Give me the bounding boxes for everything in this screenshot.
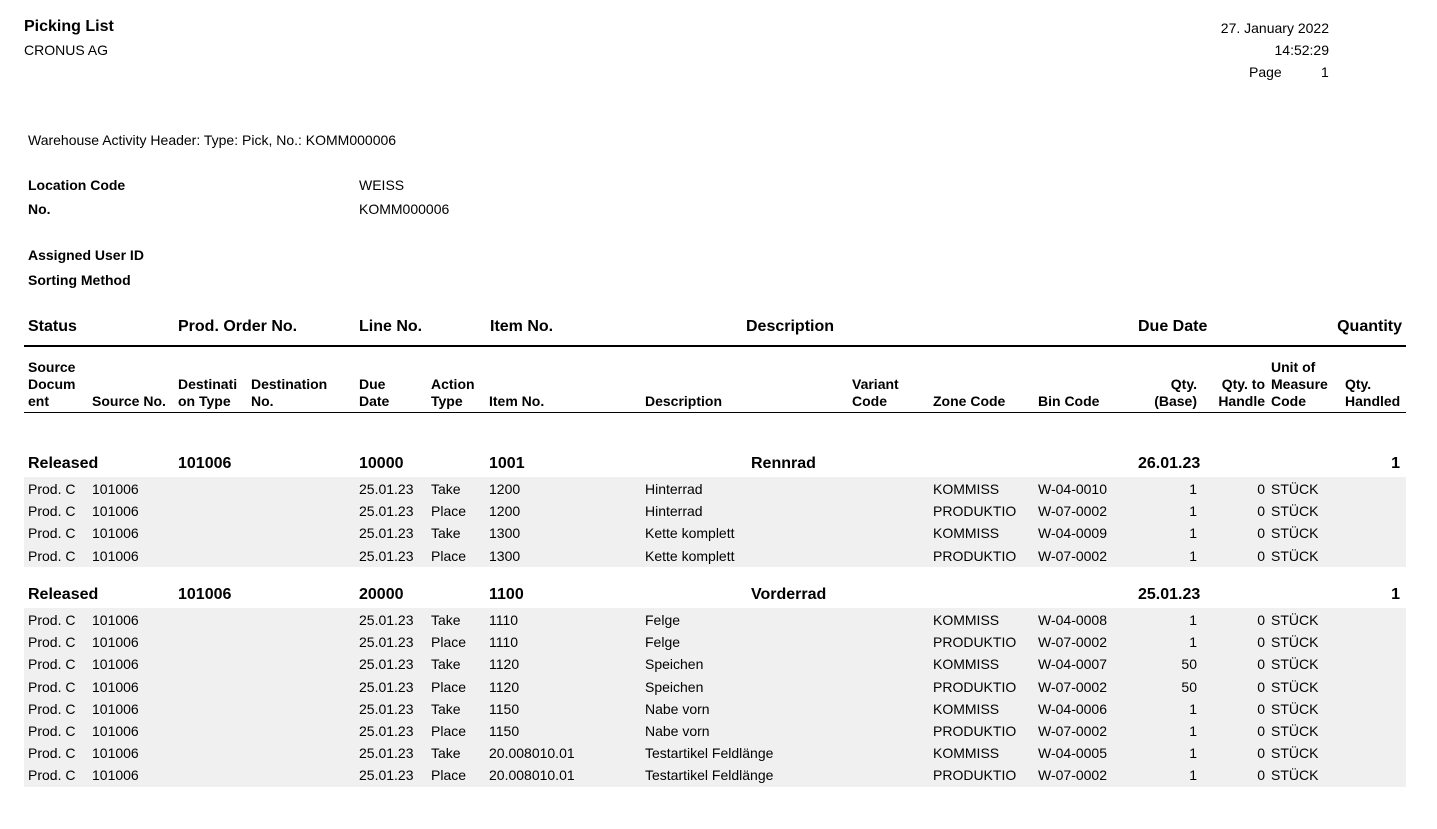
line-qty-base: 1 [1189, 548, 1197, 564]
group-due-date: 25.01.23 [1138, 586, 1201, 603]
field-label-assigned-user-id: Assigned User ID [28, 247, 144, 263]
line-due-date: 25.01.23 [359, 634, 414, 650]
line-source-document: Prod. C [28, 503, 76, 519]
group-due-date: 26.01.23 [1138, 455, 1201, 472]
line-source-no: 101006 [92, 503, 139, 519]
line-item-no: 1120 [489, 679, 520, 695]
line-description: Testartikel Feldlänge [645, 767, 774, 783]
line-qty-to-handle: 0 [1257, 503, 1265, 519]
line-qty-base: 1 [1189, 767, 1197, 783]
col-status: Status [28, 318, 77, 335]
line-source-no: 101006 [92, 745, 139, 761]
line-due-date: 25.01.23 [359, 548, 414, 564]
line-item-no: 1200 [489, 503, 521, 519]
line-action-type: Take [431, 656, 461, 672]
line-source-no: 101006 [92, 548, 139, 564]
line-source-no: 101006 [92, 723, 139, 739]
col-item-no: Item No. [490, 318, 554, 335]
group-description: Rennrad [751, 455, 816, 472]
line-qty-to-handle: 0 [1257, 656, 1265, 672]
line-item-no: 1300 [489, 548, 521, 564]
line-unit-of-measure: STÜCK [1271, 634, 1319, 650]
subcol-bin-code: Bin Code [1038, 393, 1100, 409]
line-bin-code: W-07-0002 [1038, 723, 1108, 739]
line-unit-of-measure: STÜCK [1271, 701, 1319, 717]
line-zone-code: PRODUKTIO [933, 767, 1017, 783]
line-source-document: Prod. C [28, 723, 76, 739]
subcol-item-no: Item No. [489, 393, 545, 409]
line-action-type: Place [431, 503, 467, 519]
subcol-qty-handled: Qty. Handled [1345, 376, 1401, 409]
line-qty-to-handle: 0 [1257, 481, 1265, 497]
line-item-no: 1200 [489, 481, 521, 497]
line-zone-code: PRODUKTIO [933, 723, 1017, 739]
line-source-document: Prod. C [28, 745, 76, 761]
line-item-no: 1120 [489, 656, 520, 672]
subheader-divider [24, 412, 1406, 413]
line-qty-to-handle: 0 [1257, 745, 1265, 761]
line-qty-base: 1 [1189, 612, 1197, 628]
report-title: Picking List [24, 18, 114, 35]
subcol-action-type: Action Type [431, 376, 475, 409]
col-quantity: Quantity [1337, 318, 1402, 335]
line-source-no: 101006 [92, 656, 139, 672]
line-action-type: Take [431, 745, 461, 761]
subcol-description: Description [645, 393, 723, 409]
line-description: Nabe vorn [645, 701, 710, 717]
line-item-no: 1110 [489, 612, 519, 628]
page-number: 1 [1321, 64, 1329, 80]
line-description: Felge [645, 634, 681, 650]
subcol-destination-no: Destination No. [251, 376, 328, 409]
line-description: Felge [645, 612, 681, 628]
group-line-no: 10000 [359, 455, 404, 472]
line-zone-code: KOMMISS [933, 525, 1000, 541]
line-unit-of-measure: STÜCK [1271, 525, 1319, 541]
line-qty-base: 1 [1189, 701, 1197, 717]
line-description: Hinterrad [645, 503, 703, 519]
line-item-no: 20.008010.01 [489, 745, 575, 761]
line-unit-of-measure: STÜCK [1271, 481, 1319, 497]
field-value-location-code: WEISS [359, 177, 405, 193]
group-quantity: 1 [1391, 455, 1400, 472]
line-source-no: 101006 [92, 634, 139, 650]
group-item-no: 1001 [489, 455, 525, 472]
line-qty-base: 1 [1189, 745, 1197, 761]
line-zone-code: KOMMISS [933, 612, 1000, 628]
line-source-document: Prod. C [28, 701, 76, 717]
line-qty-to-handle: 0 [1257, 548, 1265, 564]
line-action-type: Place [431, 723, 467, 739]
field-label-location-code: Location Code [28, 177, 126, 193]
line-source-document: Prod. C [28, 525, 76, 541]
line-qty-base: 1 [1189, 525, 1197, 541]
col-description: Description [746, 318, 835, 335]
line-qty-to-handle: 0 [1257, 634, 1265, 650]
line-zone-code: KOMMISS [933, 481, 1000, 497]
page-label: Page [1249, 64, 1282, 80]
line-source-document: Prod. C [28, 612, 76, 628]
line-unit-of-measure: STÜCK [1271, 723, 1319, 739]
line-bin-code: W-07-0002 [1038, 767, 1108, 783]
line-source-document: Prod. C [28, 548, 76, 564]
line-due-date: 25.01.23 [359, 701, 414, 717]
line-unit-of-measure: STÜCK [1271, 503, 1319, 519]
subcol-qty-base: Qty. (Base) [1154, 376, 1197, 409]
line-source-document: Prod. C [28, 656, 76, 672]
line-unit-of-measure: STÜCK [1271, 656, 1319, 672]
line-due-date: 25.01.23 [359, 481, 414, 497]
group-status: Released [28, 586, 99, 603]
line-qty-to-handle: 0 [1257, 701, 1265, 717]
line-source-document: Prod. C [28, 634, 76, 650]
line-action-type: Take [431, 481, 461, 497]
line-source-no: 101006 [92, 679, 139, 695]
line-action-type: Take [431, 525, 461, 541]
field-label-sorting-method: Sorting Method [28, 272, 131, 288]
line-source-no: 101006 [92, 481, 139, 497]
line-bin-code: W-04-0009 [1038, 525, 1108, 541]
line-item-no: 1300 [489, 525, 521, 541]
line-zone-code: PRODUKTIO [933, 634, 1017, 650]
group-item-no: 1100 [489, 586, 524, 603]
line-bin-code: W-07-0002 [1038, 679, 1108, 695]
header-caption: Warehouse Activity Header: Type: Pick, No.: KOMM000006 [28, 132, 397, 148]
line-unit-of-measure: STÜCK [1271, 679, 1319, 695]
line-source-document: Prod. C [28, 767, 76, 783]
line-due-date: 25.01.23 [359, 745, 414, 761]
line-bin-code: W-04-0006 [1038, 701, 1108, 717]
line-bin-code: W-07-0002 [1038, 503, 1108, 519]
line-qty-base: 1 [1189, 634, 1197, 650]
line-action-type: Take [431, 701, 461, 717]
line-bin-code: W-07-0002 [1038, 634, 1108, 650]
line-qty-to-handle: 0 [1257, 525, 1265, 541]
line-due-date: 25.01.23 [359, 679, 414, 695]
report-time: 14:52:29 [1274, 42, 1329, 58]
col-prod-order-no: Prod. Order No. [178, 318, 298, 335]
line-qty-base: 50 [1181, 679, 1197, 695]
group-status: Released [28, 455, 99, 472]
line-unit-of-measure: STÜCK [1271, 745, 1319, 761]
line-description: Speichen [645, 656, 704, 672]
line-bin-code: W-04-0007 [1038, 656, 1108, 672]
report-date: 27. January 2022 [1220, 20, 1329, 36]
subcol-unit-of-measure: Unit of Measure Code [1271, 359, 1328, 409]
subcol-zone-code: Zone Code [933, 393, 1006, 409]
line-item-no: 1110 [489, 634, 519, 650]
line-bin-code: W-04-0008 [1038, 612, 1108, 628]
line-source-document: Prod. C [28, 679, 76, 695]
line-qty-base: 1 [1189, 503, 1197, 519]
line-due-date: 25.01.23 [359, 767, 414, 783]
subcol-source-no: Source No. [92, 393, 166, 409]
line-unit-of-measure: STÜCK [1271, 612, 1319, 628]
line-description: Kette komplett [645, 525, 735, 541]
line-description: Nabe vorn [645, 723, 710, 739]
line-due-date: 25.01.23 [359, 656, 414, 672]
line-qty-to-handle: 0 [1257, 612, 1265, 628]
line-qty-base: 1 [1189, 481, 1197, 497]
line-description: Testartikel Feldlänge [645, 745, 774, 761]
line-qty-base: 50 [1181, 656, 1197, 672]
line-qty-base: 1 [1189, 723, 1197, 739]
company-name: CRONUS AG [24, 42, 109, 58]
line-zone-code: KOMMISS [933, 701, 1000, 717]
line-source-no: 101006 [92, 701, 139, 717]
line-item-no: 1150 [489, 723, 520, 739]
line-zone-code: KOMMISS [933, 656, 1000, 672]
line-unit-of-measure: STÜCK [1271, 767, 1319, 783]
line-qty-to-handle: 0 [1257, 723, 1265, 739]
line-zone-code: PRODUKTIO [933, 548, 1017, 564]
field-value-no: KOMM000006 [359, 201, 450, 217]
line-source-document: Prod. C [28, 481, 76, 497]
line-bin-code: W-04-0010 [1038, 481, 1108, 497]
line-action-type: Place [431, 679, 467, 695]
line-qty-to-handle: 0 [1257, 679, 1265, 695]
line-bin-code: W-04-0005 [1038, 745, 1108, 761]
line-item-no: 20.008010.01 [489, 767, 575, 783]
field-label-no: No. [28, 201, 51, 217]
group-prod-order-no: 101006 [178, 455, 232, 472]
line-source-no: 101006 [92, 525, 139, 541]
line-action-type: Place [431, 634, 467, 650]
line-source-no: 101006 [92, 612, 139, 628]
col-due-date: Due Date [1138, 318, 1208, 335]
line-zone-code: KOMMISS [933, 745, 1000, 761]
line-due-date: 25.01.23 [359, 612, 414, 628]
line-source-no: 101006 [92, 767, 139, 783]
line-description: Hinterrad [645, 481, 703, 497]
line-zone-code: PRODUKTIO [933, 503, 1017, 519]
line-action-type: Take [431, 612, 461, 628]
line-qty-to-handle: 0 [1257, 767, 1265, 783]
line-zone-code: PRODUKTIO [933, 679, 1017, 695]
line-due-date: 25.01.23 [359, 525, 414, 541]
group-prod-order-no: 101006 [178, 586, 232, 603]
line-description: Speichen [645, 679, 704, 695]
subcol-due-date: Due Date [359, 376, 390, 409]
line-item-no: 1150 [489, 701, 520, 717]
subcol-variant-code: Variant Code [852, 376, 899, 409]
line-due-date: 25.01.23 [359, 503, 414, 519]
line-bin-code: W-07-0002 [1038, 548, 1108, 564]
subcol-destination-type: Destinati on Type [178, 376, 238, 409]
subcol-source-document: Source Docum ent [28, 359, 76, 409]
line-description: Kette komplett [645, 548, 735, 564]
header-divider [24, 345, 1406, 347]
line-due-date: 25.01.23 [359, 723, 414, 739]
line-action-type: Place [431, 767, 467, 783]
line-action-type: Place [431, 548, 467, 564]
group-line-no: 20000 [359, 586, 404, 603]
subcol-qty-to-handle: Qty. to Handle [1218, 376, 1265, 409]
col-line-no: Line No. [359, 318, 423, 335]
group-quantity: 1 [1391, 586, 1400, 603]
group-description: Vorderrad [751, 586, 827, 603]
line-unit-of-measure: STÜCK [1271, 548, 1319, 564]
